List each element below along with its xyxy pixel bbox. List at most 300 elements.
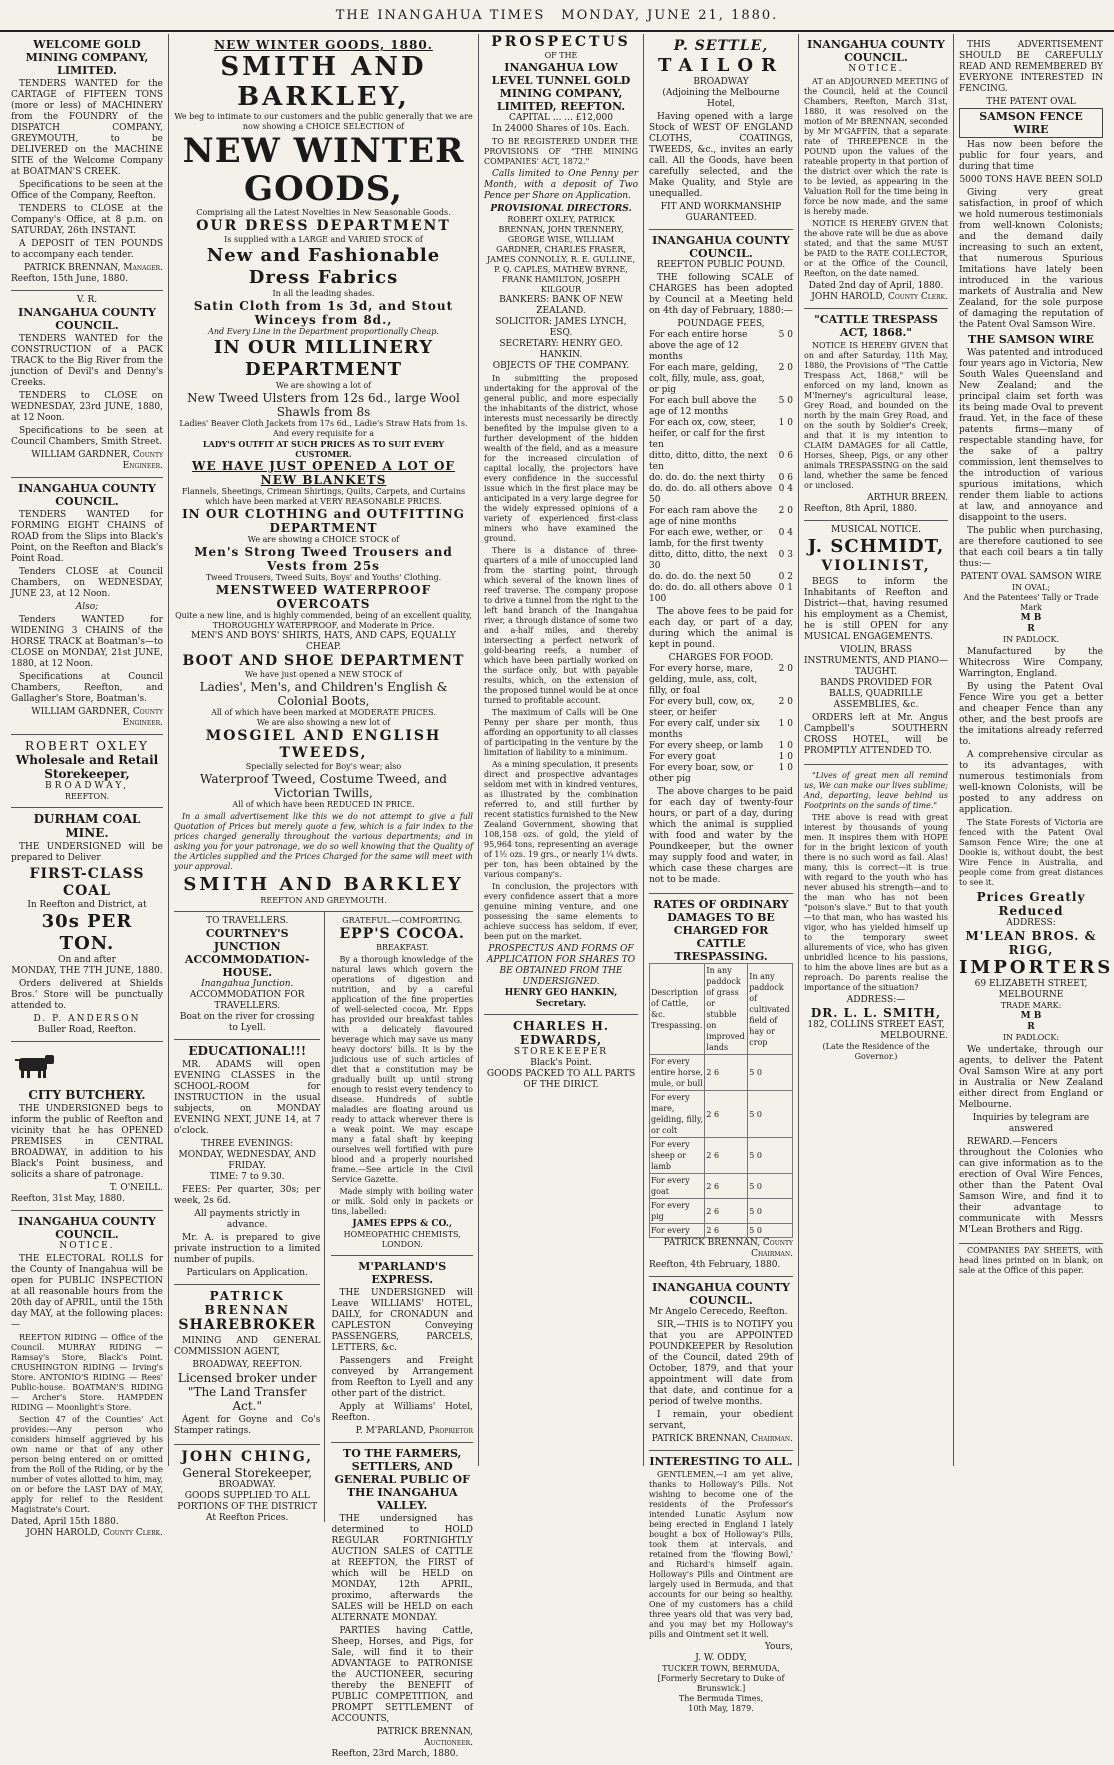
damages-ad xyxy=(649,894,793,1277)
schmidt-name: J. SCHMIDT, xyxy=(807,536,945,557)
durham-date: MONDAY, THE 7TH JUNE, 1880. xyxy=(11,966,163,976)
drsmith-address: ADDRESS:— xyxy=(846,995,906,1005)
welcome-body: TENDERS WANTED for the CARTAGE of FIFTEEN TONS (more or less) of MACHINERY from the FOUNDRY of the DISPATCH COMPANY, GREYMOUTH, to be DELIVERED on the MACHINE SITE of the Welcome Company at BOATMAN'S CREEK. xyxy=(11,79,163,177)
auction-parties: PARTIES having Cattle, Sheep, Horses, and Pigs, for Sale, will find it to their ADVANTAGE to PATRONISE the AUCTIONEER, securing thereby the BENEFIT of PUBLIC COMPETITION, and PROMPT SETTLEMENT of ACCOUNTS, xyxy=(331,1626,473,1724)
poundkeeper-sig: PATRICK BRENNAN, Chairman. xyxy=(651,1434,793,1444)
fee-amount: 0 4 xyxy=(778,528,793,538)
fee-row xyxy=(649,697,793,719)
food-list xyxy=(649,664,793,785)
prospectus-objects: OBJECTS OF THE COMPANY. xyxy=(492,361,630,371)
bull-icon xyxy=(11,1050,59,1080)
table-cell: 5 0 xyxy=(748,1055,793,1091)
council2-spec: Specifications at Council Chambers, Reefton, and Gallagher's Store, Boatman's. xyxy=(11,672,163,704)
fee-item: For each ox, cow, steer, heifer, or calf for the first ten xyxy=(649,418,765,450)
column-4 xyxy=(644,34,799,1713)
damages-sig: PATRICK BRENNAN, County Chairman. xyxy=(663,1238,793,1259)
prospectus-directors: PROVISIONAL DIRECTORS. xyxy=(490,204,632,214)
rate-council: INANGAHUA COUNTY COUNCIL. xyxy=(807,38,945,64)
prospectus-title: PROSPECTUS xyxy=(491,34,631,50)
fee-row xyxy=(649,763,793,785)
prospectus-secretary: SECRETARY: HENRY GEO. HANKIN. xyxy=(499,339,623,360)
settle-adjoining: (Adjoining the Melbourne Hotel, xyxy=(662,88,780,109)
fee-amount: 0 3 xyxy=(778,550,793,560)
companies-ad: COMPANIES PAY SHEETS, with head lines printed on in blank, on sale at the Office of this paper. xyxy=(959,1246,1103,1275)
council2-body2: Tenders CLOSE at Council Chambers, on WEDNESDAY, JUNE 23, at 12 Noon. xyxy=(11,567,163,599)
table-cell: 5 0 xyxy=(748,1138,793,1174)
travellers-accom: ACCOMMODATION FOR TRAVELLERS. xyxy=(189,990,305,1011)
table-cell: 2 6 xyxy=(705,1055,748,1091)
cattle-date: Reefton, 8th April, 1880. xyxy=(804,504,918,514)
durham-sig: D. P. ANDERSON xyxy=(33,1014,141,1024)
rate-notice: NOTICE. xyxy=(848,64,904,74)
oxley-l4: REEFTON. xyxy=(64,792,110,801)
ching-ad xyxy=(174,1445,320,1529)
smith-comprising: Comprising all the Latest Novelties in New Seasonable Goods. xyxy=(196,208,451,217)
fee-row xyxy=(649,719,793,741)
brennan-licensed: Licensed broker under "The Land Transfer Act." xyxy=(177,1371,317,1413)
samson-pad: IN PADLOCK. xyxy=(1002,635,1060,644)
samson-top: THIS ADVERTISEMENT SHOULD BE CAREFULLY READ AND REMEMBERED BY EVERYONE INTERESTED IN FENCING. xyxy=(959,40,1103,94)
col2-left xyxy=(174,912,325,1522)
rolls-body: THE ELECTORAL ROLLS for the County of Inangahua will be open for PUBLIC INSPECTION at all reasonable hours from the 20th day of APRIL, until the 15th day MAY, at the following places:— xyxy=(11,1254,163,1330)
fee-item: ditto, ditto, ditto, the next 30 xyxy=(649,550,768,571)
schmidt-violinist: VIOLINIST, xyxy=(821,558,931,574)
durham-coal: FIRST-CLASS COAL xyxy=(29,866,145,899)
smith-blankets: WE HAVE JUST OPENED A LOT OF NEW BLANKETS xyxy=(192,459,455,487)
table-cell: 2 6 xyxy=(705,1091,748,1138)
column-1 xyxy=(6,34,169,1538)
smith-specially: Specially selected for Boy's wear; also xyxy=(245,762,402,771)
cattle-title: "CATTLE TRESPASS ACT, 1868." xyxy=(814,313,938,339)
holloway-oddy: J. W. ODDY, xyxy=(695,1653,747,1663)
settle-broadway: BROADWAY xyxy=(693,77,749,87)
padlock-mark-icon-2: M B xyxy=(1020,1011,1042,1021)
smith-footer: SMITH AND BARKLEY xyxy=(183,874,464,895)
table-row xyxy=(650,1091,793,1138)
express-apply: Apply at Williams' Hotel, Reefton. xyxy=(331,1402,473,1423)
rate-dated: Dated 2nd day of April, 1880. xyxy=(808,281,944,291)
council1-close: TENDERS to CLOSE on WEDNESDAY, 23rd JUNE, 1880, at 12 Noon. xyxy=(11,391,163,423)
butchery-ad xyxy=(11,1042,163,1211)
samson-body4: The public when purchasing, are therefore cautioned to see that each coil bears a tin tally thus:— xyxy=(959,526,1103,569)
rate-sig: JOHN HAROLD, County Clerk. xyxy=(811,292,948,302)
smith-clothing: IN OUR CLOTHING and OUTFITTING DEPARTMENT xyxy=(182,507,465,535)
settle-name: P. SETTLE, xyxy=(673,38,769,54)
fee-row xyxy=(649,418,793,451)
fee-amount: 2 0 xyxy=(778,664,793,674)
educational-days: MONDAY, WEDNESDAY, AND FRIDAY. xyxy=(178,1150,316,1171)
table-cell: 2 6 xyxy=(705,1199,748,1224)
fee-item: do. do. do. all others above 100 xyxy=(649,583,773,604)
brennan-name: PATRICK BRENNAN xyxy=(204,1289,290,1317)
express-ad xyxy=(331,1256,473,1443)
holloway-body: GENTLEMEN,—I am yet alive, thanks to Holloway's Pills. Not wishing to become one of the residents of the Professor's intended Lunatic Asylum now being erected in England I lately bought a box of Holloway's Pills, took them at intervals, and retained from the 'flowing Bowl,' and Richard's himself again. Holloway's Pills and Ointment are largely used in Bermuda, and that accounts for our being so healthy. One of my customers has a child three years old that was very bad, and you may bet my Holloway's pills and Ointment set it well. xyxy=(649,1470,793,1639)
smith-mens: Men's Strong Tweed Trousers and Vests from 25s xyxy=(194,545,453,573)
epps-epps: JAMES EPPS & CO., xyxy=(352,1219,453,1229)
cattle-body: NOTICE IS HEREBY GIVEN that on and after Saturday, 11th May, 1880, the Provisions of "The Cattle Trespass Act, 1868," will be enforced on my land, known as M'Inerney's agricultural lease, Grey Road, and bounded on the north by the main Grey Road, and on the south by Soldier's Creek, and that it is my intention to CLAIM DAMAGES for all Cattle, Horses, Sheep, Pigs, or any other animals TRESPASSING on the said land, whether the same be fenced or unclosed. xyxy=(804,341,948,490)
fee-amount: 0 4 xyxy=(778,484,793,494)
prospectus-calls: Calls limited to One Penny per Month, with a deposit of Two Pence per Share on Application. xyxy=(484,169,638,201)
council1-spec: Specifications to be seen at Council Chambers, Smith Street. xyxy=(11,426,163,447)
epps-body: By a thorough knowledge of the natural laws which govern the operations of digestion and nutrition, and by a careful application of the fine properties of well-selected cocoa, Mr. Epps has provided our breakfast tables with a delicately flavoured beverage which may save us many heavy doctors' bills. It is by the judicious use of such articles of diet that a constitution may be gradually built up until strong enough to resist every tendency to disease. Hundreds of subtle maladies are floating around us ready to attack wherever there is a weak point. We may escape many a fatal shaft by keeping ourselves well fortified with pure blood and a properly nourished frame.—See article in the Civil Service Gazette. xyxy=(331,955,473,1184)
fee-row xyxy=(649,451,793,473)
butchery-sig: T. O'NEILL. xyxy=(109,1183,163,1193)
padlock-mark-icon: M B xyxy=(1020,613,1042,623)
pound-ad xyxy=(649,230,793,894)
smith-also: We are also showing a new lot of xyxy=(256,718,391,727)
schmidt-bands: BANDS PROVIDED FOR BALLS, QUADRILLE ASSEMBLIES, &c. xyxy=(820,678,932,710)
samson-ad xyxy=(959,34,1114,1244)
samson-importers: IMPORTERS xyxy=(959,957,1114,978)
educational-fees: FEES: Per quarter, 30s; per week, 2s 6d. xyxy=(174,1185,321,1206)
epps-kicker: GRATEFUL.—COMFORTING. xyxy=(342,916,463,925)
samson-manuf: Manufactured by the Whitecross Wire Company, Warrington, England. xyxy=(959,647,1103,679)
travellers-ad xyxy=(174,912,320,1040)
rolls-date: Dated, April 15th 1880. xyxy=(11,1517,119,1527)
samson-body1: Has now been before the public for four years, and during that time xyxy=(959,140,1103,172)
masthead xyxy=(0,0,1114,32)
settle-fit: FIT AND WORKMANSHIP GUARANTEED. xyxy=(660,202,782,223)
samson-tally: PATENT OVAL SAMSON WIRE xyxy=(960,572,1102,582)
table-cell: 5 0 xyxy=(748,1174,793,1199)
fee-item: For every goat xyxy=(649,752,716,762)
durham-body: THE UNDERSIGNED will be prepared to Deliver xyxy=(11,842,163,863)
fee-item: do. do. do. all others above 50 xyxy=(649,484,773,505)
durham-orders: Orders delivered at Shields Bros.' Store will be punctually attended to. xyxy=(11,979,163,1011)
samson-body5: By using the Patent Oval Fence Wire you get a better and cheaper Fence than any other, and the best proofs are the imitations already referred to. xyxy=(959,682,1103,747)
fee-row xyxy=(649,664,793,697)
drsmith-body: THE above is read with great interest by thousands of young men. It inspires them with HOPE for in the bright lexicon of youth there is no such word as fail. Alas! many, this is correct—it is true with regard to the youth who has never abused his strength—and to the man who has not been "poison's slave." But to that youth—to that man, who has wasted his vigor, who has yielded himself up to the temporary sweet allurements of vice, who has given unbridled licence to his passions, to him the above lines are but as a reproach. Do parents realise the importance of the situation? xyxy=(804,813,948,992)
fee-row xyxy=(649,363,793,396)
smith-flannels: Flannels, Sheetings, Crimean Shirtings, Quilts, Carpets, and Curtains which have been marked at VERY REASONABLE PRICES. xyxy=(181,487,466,506)
prospectus-shares: In 24000 Shares of 10s. Each. xyxy=(492,124,630,134)
table-cell: For every goat xyxy=(650,1174,705,1199)
durham-after: On and after xyxy=(58,955,116,965)
fee-item: For each ewe, wether, or lamb, for the first twenty xyxy=(649,528,764,549)
educational-private: Mr. A. is prepared to give private instruction to a limited number of pupils. xyxy=(174,1233,321,1265)
smith-boot: BOOT AND SHOE DEPARTMENT xyxy=(182,653,465,669)
ching-title: General Storekeeper, xyxy=(182,1466,313,1480)
smith-shades: In all the leading shades. xyxy=(272,289,375,298)
fee-row xyxy=(649,330,793,363)
holloway-date: 10th May, 1879. xyxy=(688,1704,754,1713)
samson-oval: IN OVAL; xyxy=(1011,583,1051,592)
auction-title: TO THE FARMERS, SETTLERS, AND GENERAL PUBLIC OF THE INANGAHUA VALLEY. xyxy=(334,1447,470,1512)
epps-ad xyxy=(331,912,473,1256)
fee-amount: 2 0 xyxy=(778,363,793,373)
council1-title: INANGAHUA COUNTY COUNCIL. xyxy=(18,306,156,332)
pound-food-title: CHARGES FOR FOOD. xyxy=(668,653,774,663)
fee-amount: 0 2 xyxy=(778,572,793,582)
prospectus-body3: The maximum of Calls will be One Penny per share per month, thus affording an opportunity to all classes of participating in the venture by the limitation of liability to a minimum. xyxy=(484,708,638,757)
council2-sig: WILLIAM GARDNER, County Engineer. xyxy=(31,707,163,728)
cattle-ad xyxy=(804,309,948,521)
table-cell: For every sheep or lamb xyxy=(650,1138,705,1174)
fees-list xyxy=(649,330,793,605)
fee-item: For every bull, cow, ox, steer, or heifer xyxy=(649,697,755,718)
oxley-name: ROBERT OXLEY xyxy=(25,739,149,753)
fee-row xyxy=(649,752,793,763)
fee-amount: 0 6 xyxy=(778,473,793,483)
drsmith-name: DR. L. L. SMITH, xyxy=(810,1006,942,1020)
poundkeeper-to: Mr Angelo Cerecedo, Reefton. xyxy=(649,1307,788,1317)
rate-ad xyxy=(804,34,948,309)
durham-price: 30s PER TON. xyxy=(41,911,133,954)
durham-ad xyxy=(11,808,163,1042)
smith-waterproof: THOROUGHLY WATERPROOF, and Moderate in Price. xyxy=(212,621,435,630)
table-cell: For every entire horse, mule, or bull xyxy=(650,1055,705,1091)
auction-sig: PATRICK BRENNAN, Auctioneer. xyxy=(376,1727,473,1748)
express-title: M'PARLAND'S EXPRESS. xyxy=(358,1260,447,1286)
educational-ad xyxy=(174,1040,320,1285)
fee-amount: 5 0 xyxy=(778,396,793,406)
prospectus-solicitor: SOLICITOR: JAMES LYNCH, ESQ. xyxy=(495,317,627,338)
samson-street: 69 ELIZABETH STREET, MELBOURNE xyxy=(974,979,1088,1000)
express-body: THE UNDERSIGNED will Leave WILLIAMS' HOTEL, DAILY, for CRONADUN and CAPLESTON Conveying PASSENGERS, PARCELS, LETTERS, &c. xyxy=(331,1288,473,1353)
educational-title: EDUCATIONAL!!! xyxy=(188,1044,307,1058)
samson-wire: THE SAMSON WIRE xyxy=(968,333,1094,346)
table-cell: 2 6 xyxy=(705,1224,748,1238)
col2-right xyxy=(331,912,473,1759)
fee-amount: 1 0 xyxy=(778,719,793,729)
poundkeeper-remain: I remain, your obedient servant, xyxy=(649,1410,793,1431)
damages-date: Reefton, 4th February, 1880. xyxy=(649,1260,781,1270)
column-3 xyxy=(479,34,644,1466)
prospectus-body4: As a mining speculation, it presents direct and prospective advantages seldom met with in kindred ventures, as illustrated by the combination referred to, and still further by recent statistics furnished to the New Zealand Government, showing that 108,158 ozs. of gold, the yield of 95,964 tons, representing an average of 1½ ozs. 19 grs., or nearly 1¼ dwts. per ton, has been obtained by the various company's. xyxy=(484,760,638,879)
table-cell: 2 6 xyxy=(705,1174,748,1199)
masthead-date: MONDAY, JUNE 21, 1880. xyxy=(561,7,779,23)
epps-title: EPP'S COCOA. xyxy=(339,926,465,942)
fee-amount: 0 1 xyxy=(778,583,793,593)
holloway-tucker: TUCKER TOWN, BERMUDA, xyxy=(662,1664,780,1673)
smith-costume: Waterproof Tweed, Costume Tweed, and Victorian Twills, xyxy=(200,772,447,800)
table-cell: For every pig xyxy=(650,1199,705,1224)
educational-advance: All payments strictly in advance. xyxy=(194,1209,301,1230)
brennan-ad xyxy=(174,1285,320,1445)
newspaper-page xyxy=(6,34,1114,1759)
table-cell: For every xyxy=(650,1224,705,1238)
rolls-ad xyxy=(11,1211,163,1544)
fee-item: do. do. do. the next thirty xyxy=(649,473,765,483)
council2-body1: TENDERS WANTED for FORMING EIGHT CHAINS of ROAD from the Slips into Black's Point, on the Reefton and Black's Point Road. xyxy=(11,510,163,564)
prospectus-of: OF THE xyxy=(544,51,578,60)
fee-amount: 1 0 xyxy=(778,752,793,762)
council2-also: Also; xyxy=(75,602,99,612)
travellers-title: TO TRAVELLERS. xyxy=(206,916,289,926)
smith-tweed: New Tweed Ulsters from 12s 6d., large Wool Shawls from 8s xyxy=(187,391,460,419)
cattle-breen: ARTHUR BREEN. xyxy=(867,493,948,503)
fee-amount: 0 6 xyxy=(778,451,793,461)
prospectus-dirlist: ROBERT OXLEY, PATRICK BRENNAN, JOHN TRENNERY, GEORGE WISE, WILLIAM GARDNER, CHARLES FRASER, JAMES CONNOLLY, R. E. GULLINE, P. Q. CAPLES, MATHEW BYRNE, FRANK HAMILTON, JOSEPH KILGOUR xyxy=(486,215,636,294)
edwards-name: CHARLES H. EDWARDS, xyxy=(512,1019,610,1047)
smith-small: In a small advertisement like this we do not attempt to give a full Quotation of Prices but merely quote a few, which is a fair index to the prices charged generally throughout the various departments; and in asking you for your patronage, we do so well knowing that the Quality of the Articles supplied and the Prices Charged for the same will meet with your approval. xyxy=(174,812,473,871)
butchery-body: THE UNDERSIGNED begs to inform the public of Reefton and vicinity that he has OPENED PREMISES in CENTRAL BROADWAY, in addition to his Black's Point business, and solicits a share of patronage. xyxy=(11,1104,163,1180)
auction-ad xyxy=(331,1443,473,1765)
smith-showing: We are showing a lot of xyxy=(275,381,372,390)
table-row xyxy=(650,1055,793,1091)
drsmith-addr1: 182, COLLINS STREET EAST, xyxy=(807,1020,945,1030)
smith-beaver: Ladies' Beaver Cloth Jackets from 17s 6d., Ladie's Straw Hats from 1s. xyxy=(179,419,468,428)
samson-sold: 5000 TONS HAVE BEEN SOLD xyxy=(959,175,1103,185)
settle-ad xyxy=(649,34,793,230)
auction-body: THE undersigned has determined to HOLD REGULAR FORTNIGHTLY AUCTION SALES of CATTLE at REEFTON, the FIRST of which will be HELD on MONDAY, 12th APRIL, proximo, afterwards the SALES will be HELD on each ALTERNATE MONDAY. xyxy=(331,1514,473,1623)
table-header: In any paddock of grass or stubble on improved lands xyxy=(705,964,748,1055)
samson-pat: THE PATENT OVAL xyxy=(986,97,1076,107)
epps-chem: HOMEOPATHIC CHEMISTS, LONDON. xyxy=(343,1230,461,1249)
prospectus-name: INANGAHUA LOW LEVEL TUNNEL GOLD MINING COMPANY, LIMITED, REEFTON. xyxy=(491,61,631,113)
prospectus-body2: There is a distance of three-quarters of a mile of unoccupied land from the starting point, through which several of the known lines of reef traverse. The company propose to drive a tunnel from the right to the left hand branch of the Inangahua river, a through distance of some two and a-half miles, and thereby intersecting a perfect network of gold-bearing reefs, a number of which have been partially worked on the surface only, but with payable results, which, on the extension of the proposed tunnel would be at once turned to profitable account. xyxy=(484,546,638,705)
educational-three: THREE EVENINGS: xyxy=(201,1139,294,1149)
fee-row xyxy=(649,473,793,484)
council1-sig: WILLIAM GARDNER, County Engineer. xyxy=(31,450,163,471)
welcome-sig: PATRICK BRENNAN, Manager. xyxy=(24,263,163,273)
holloway-times: The Bermuda Times, xyxy=(678,1694,764,1703)
travellers-name: COURTNEY'S JUNCTION ACCOMMODATION-HOUSE. xyxy=(184,927,310,979)
epps-sub: BREAKFAST. xyxy=(376,943,429,952)
council2-title: INANGAHUA COUNTY COUNCIL. xyxy=(18,482,156,508)
schmidt-orders: ORDERS left at Mr. Angus Campbell's SOUTHERN CROSS HOTEL, will be PROMPTLY ATTENDED TO. xyxy=(804,713,948,756)
welcome-deposit: A DEPOSIT of TEN POUNDS to accompany each tender. xyxy=(11,239,163,260)
smith-name: SMITH AND BARKLEY, xyxy=(220,52,427,112)
brennan-title: SHAREBROKER xyxy=(178,1317,317,1333)
table-row xyxy=(650,1224,793,1238)
samson-inquiries: Inquiries by telegram are answered xyxy=(972,1113,1090,1134)
samson-trademark: TRADE MARK: xyxy=(1000,1001,1062,1010)
smith-quite: Quite a new line, and is highly commended, being of an excellent quality, xyxy=(175,611,472,620)
table-cell: 5 0 xyxy=(748,1224,793,1238)
settle-body: Having opened with a large Stock of WEST OF ENGLAND CLOTHS, COATINGS, TWEEDS, &c., invites an early call. All the Goods, have been carefully selected, and the Make Quality, and Style are unequalled. xyxy=(649,112,793,199)
smith-shirts: MEN'S AND BOYS' SHIRTS, HATS, AND CAPS, EQUALLY CHEAP. xyxy=(191,631,456,652)
table-header: In any paddock of cultivated field of hay or crop xyxy=(748,964,793,1055)
damages-table xyxy=(649,963,793,1238)
poundkeeper-ad xyxy=(649,1277,793,1451)
drsmith-ad xyxy=(804,765,948,1067)
samson-body2: Giving very great satisfaction, in proof of which we hold numerous testimonials from well-known Colonists; and the demand daily increasing to such an extent, that numerous Spurious Imitations have lately been introduced in the various markets of Australia and New Zealand, for the sole purpose of damaging the reputation of the Patent Oval Samson Wire. xyxy=(959,188,1103,330)
fee-row xyxy=(649,396,793,418)
edwards-point: Black's Point. xyxy=(530,1058,592,1068)
holloway-title: INTERESTING TO ALL. xyxy=(649,1455,793,1468)
smith-fabrics: New and Fashionable Dress Fabrics xyxy=(206,245,441,288)
table-cell: 5 0 xyxy=(748,1199,793,1224)
drsmith-poem: "Lives of great men all remind us, We can make our lives sublime; And, departing, leave behind us Footprints on the sands of time." xyxy=(804,771,948,810)
smith-opened: We have just opened a NEW STOCK of xyxy=(245,670,402,679)
fee-row xyxy=(649,741,793,752)
table-row xyxy=(650,1138,793,1174)
edwards-store: STOREKEEPER xyxy=(513,1047,609,1057)
fee-item: do. do. do. the next 50 xyxy=(649,572,751,582)
smith-overcoats: MENSTWEED WATERPROOF OVERCOATS xyxy=(215,583,432,611)
samson-trade: And the Patentees' Tally or Trade Mark xyxy=(963,593,1099,612)
smith-dress: OUR DRESS DEPARTMENT xyxy=(196,218,451,234)
oxley-l1: Wholesale and Retail xyxy=(15,753,159,767)
padlock-mark-r: R xyxy=(1027,624,1035,634)
smith-satin: Satin Cloth from 1s 3d, and Stout Winceys from 8d., xyxy=(193,299,454,327)
fee-item: For each mare, gelding, colt, filly, mule, ass, goat, or pig xyxy=(649,363,765,395)
column-2 xyxy=(169,34,479,1759)
rolls-places: REEFTON RIDING — Office of the Council. MURRAY RIDING — Ramsay's Store, Black's Point. CRUSHINGTON RIDING — Irving's Store. ANTONIO'S RIDING — Rees' Public-house. BOATMAN'S RIDING — Archer's Store. HAMPDEN RIDING — Moonlight's Store. xyxy=(11,1333,163,1412)
fee-item: For every sheep, or lamb xyxy=(649,741,763,751)
table-header: Description of Cattle, &c. Trespassing. xyxy=(650,964,705,1055)
smith-mosgiel: MOSGIEL AND ENGLISH TWEEDS, xyxy=(205,728,442,761)
schmidt-musical: MUSICAL NOTICE. xyxy=(831,525,921,535)
ching-addr: BROADWAY. xyxy=(218,1480,276,1490)
table-cell: 5 0 xyxy=(748,1091,793,1138)
fee-item: ditto, ditto, ditto, the next ten xyxy=(649,451,768,472)
fee-amount: 1 0 xyxy=(778,418,793,428)
educational-time: TIME: 7 to 9.30. xyxy=(209,1172,285,1182)
oxley-ad xyxy=(11,735,163,808)
fee-row xyxy=(649,506,793,528)
express-freight: Passengers and Freight conveyed by Arrangement from Reefton to Lyell and any other part of the district. xyxy=(331,1356,473,1399)
fee-amount: 2 0 xyxy=(778,697,793,707)
ching-price: At Reefton Prices. xyxy=(206,1513,289,1523)
smith-kicker: NEW WINTER GOODS, 1880. xyxy=(214,38,433,52)
ching-goods: GOODS SUPPLIED TO ALL PORTIONS OF THE DISTRICT xyxy=(177,1491,318,1512)
smith-goods: NEW WINTER GOODS, xyxy=(182,131,465,209)
fee-amount: 1 0 xyxy=(778,741,793,751)
smith-millinery: IN OUR MILLINERY DEPARTMENT xyxy=(213,337,434,380)
poundkeeper-council: INANGAHUA COUNTY COUNCIL. xyxy=(652,1281,790,1307)
poundkeeper-sir: SIR,—THIS is to NOTIFY you that you are APPOINTED POUNDKEEPER by Resolution of the Council, dated 29th of October, 1879, and that your appointment will date from that date, and continue for a period of twelve months. xyxy=(649,1320,793,1407)
smith-choice: We are showing a CHOICE STOCK of xyxy=(247,535,400,544)
pound-fees-title: POUNDAGE FEES, xyxy=(677,319,765,329)
prospectus-bankers: BANKERS: BANK OF NEW ZEALAND. xyxy=(499,295,623,316)
welcome-ad xyxy=(11,34,163,291)
samson-prices: Prices Greatly Reduced xyxy=(976,890,1086,918)
rolls-sig: JOHN HAROLD, County Clerk. xyxy=(26,1528,163,1538)
rolls-sub: NOTICE. xyxy=(59,1241,115,1251)
ching-name: JOHN CHING, xyxy=(181,1449,314,1465)
express-sig: P. M'PARLAND, Proprietor xyxy=(355,1426,473,1436)
drsmith-addr2: MELBOURNE. xyxy=(880,1031,948,1041)
prospectus-capital: CAPITAL ... ... £12,000 xyxy=(509,113,613,123)
fee-item: For every calf, under six months xyxy=(649,719,760,740)
smith-marked: All of which have been marked at MODERATE PRICES. xyxy=(211,708,436,717)
samson-mclean: M'LEAN BROS. & RIGG, xyxy=(965,929,1097,957)
rate-body1: AT an ADJOURNED MEETING of the Council, held at the Council Chambers, Reefton, March 31st, 1880, it was resolved on the motion of Mr BRENNAN, seconded by Mr M'GAFFIN, that a separate rate of THREEPENCE in the POUND upon the values of the rateable property in that portion of the district over which the rate is to be levied, as appearing in the Valuation Roll for the time being in force be now made, and the same is hereby made. xyxy=(804,77,948,216)
smith-ladies: Ladies', Men's, and Children's English & Colonial Boots, xyxy=(199,680,448,708)
schmidt-instr: VIOLIN, BRASS INSTRUMENTS, AND PIANO—TAUGHT. xyxy=(804,645,949,677)
pound-scale: THE following SCALE of CHARGES has been adopted by Council at a Meeting held on 4th day of February, 1880:— xyxy=(649,273,793,316)
brennan-agent: Agent for Goyne and Co's Stamper ratings. xyxy=(174,1415,321,1436)
samson-reward: REWARD.—Fencers throughout the Colonies who can give information as to the erection of Oval Wire Fences, other than the Patent Oval Samson Wire, and find it to their advantage to communicate with Messrs M'Lean Brothers and Rigg. xyxy=(959,1137,1103,1235)
schmidt-ad xyxy=(804,521,948,765)
epps-made: Made simply with boiling water or milk. Sold only in packets or tins, labelled: xyxy=(331,1187,473,1216)
butchery-title: CITY BUTCHERY. xyxy=(28,1088,146,1102)
fee-row xyxy=(649,484,793,506)
brennan-addr: BROADWAY, REEFTON. xyxy=(192,1360,303,1370)
table-row xyxy=(650,1199,793,1224)
welcome-date: Reefton, 15th June, 1880. xyxy=(11,274,129,284)
welcome-spec: Specifications to be seen at the Office of the Company, Reefton. xyxy=(11,180,163,201)
samson-body8: We undertake, through our agents, to deliver the Patent Oval Samson Wire at any port in Australia or New Zealand either direct from England or Melbourne. xyxy=(959,1045,1103,1110)
pound-paid: The above fees to be paid for each day, or part of a day, during which the animal is kept in pound. xyxy=(649,607,793,650)
damages-title: RATES OF ORDINARY DAMAGES TO BE CHARGED FOR CATTLE TRESPASSING. xyxy=(653,898,789,963)
smith-barkley-ad xyxy=(174,34,473,912)
samson-body3: Was patented and introduced four years ago in Victoria, New South Wales Queensland and New Zealand; and the principal claim set forth was its being made Oval to prevent fraud. Yet, in the face of these patents firms—many of respectable standing have, for the sake of a paltry commission, lent themselves to the introduction of various spurious imitations, which render them liable to actions at law, and annoyance and disappoint to the users. xyxy=(959,348,1103,523)
table-cell: For every mare, gelding, filly, or colt xyxy=(650,1091,705,1138)
prospectus-hankin: HENRY GEO HANKIN, Secretary. xyxy=(504,988,618,1009)
brennan-body: MINING AND GENERAL COMMISSION AGENT, xyxy=(174,1336,321,1357)
smith-outfit: LADY'S OUTFIT AT SUCH PRICES AS TO SUIT EVERY CUSTOMER. xyxy=(202,439,445,459)
pound-charged: The above charges to be paid for each day of twenty-four hours, or part of a day, during which the animal is supplied with food and water by the Poundkeeper, but the owner may supply food and water, in which case these charges are not to be made. xyxy=(649,787,793,885)
smith-tweedsuits: Tweed Trousers, Tweed Suits, Boys' and Youths' Clothing. xyxy=(205,573,442,582)
crest-icon: V. R. xyxy=(76,295,98,305)
fee-amount: 1 0 xyxy=(778,763,793,773)
pound-council: INANGAHUA COUNTY COUNCIL. xyxy=(652,234,790,260)
council2-ad xyxy=(11,478,163,735)
column-6 xyxy=(954,34,1114,1466)
